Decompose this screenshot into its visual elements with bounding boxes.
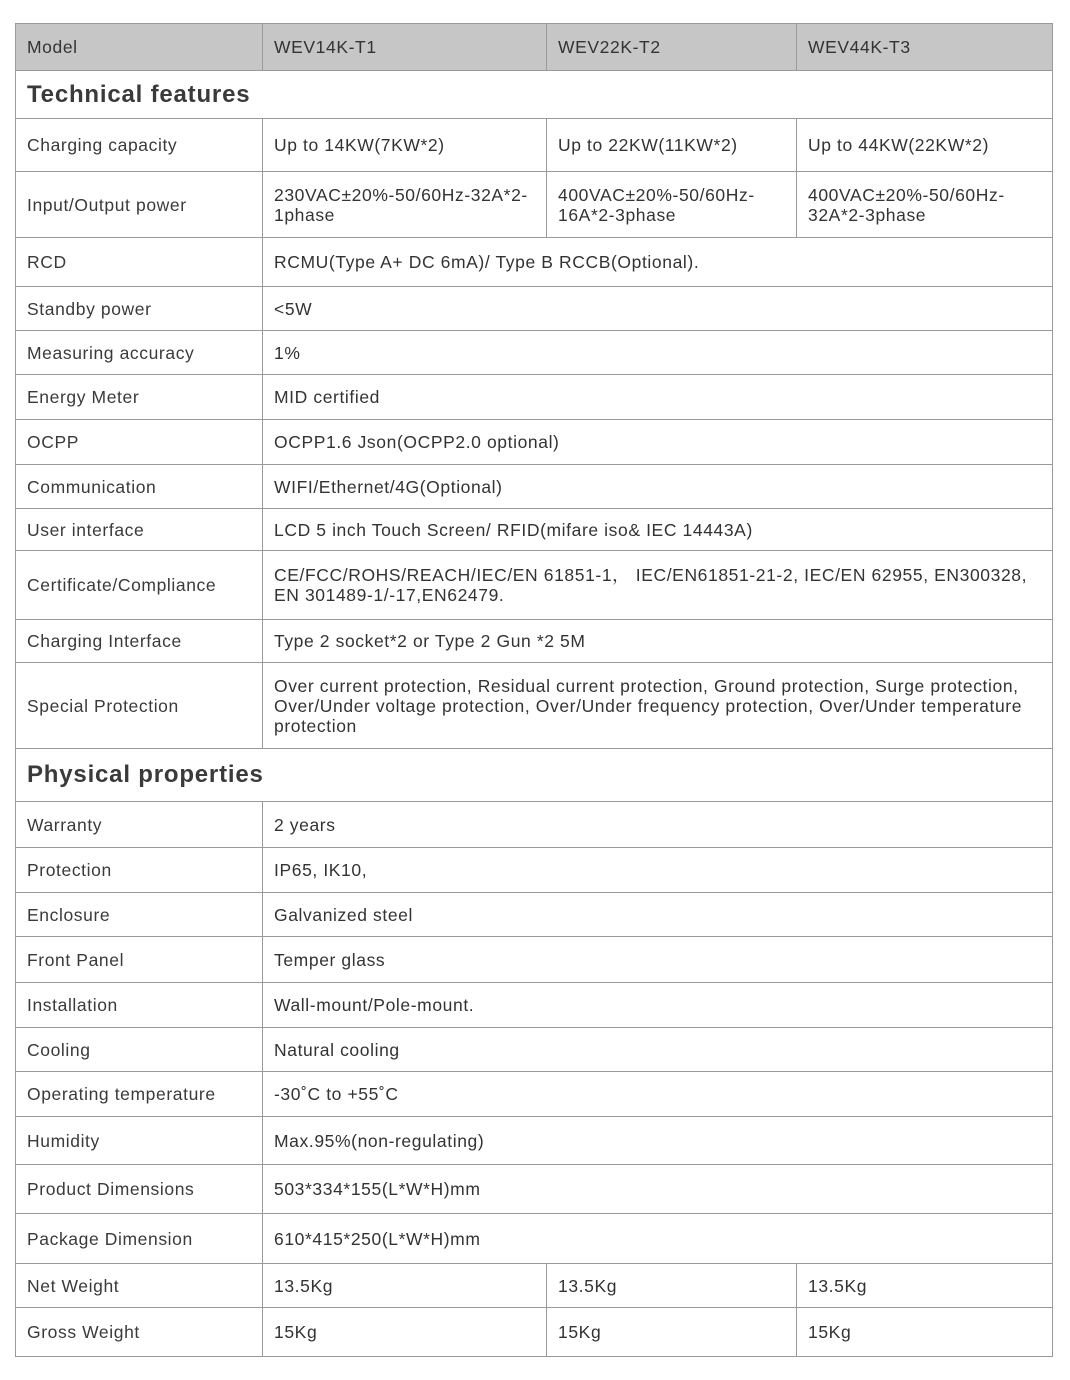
cell-value: 2 years [263, 802, 1053, 848]
row-label: Charging capacity [16, 119, 263, 172]
row-label: Cooling [16, 1028, 263, 1072]
table-row [16, 1072, 1053, 1117]
table-row [16, 802, 1053, 848]
row-label: Protection [16, 848, 263, 893]
cell-value: 15Kg [797, 1308, 1053, 1357]
section-heading-row [16, 749, 1053, 802]
cell-value: 1% [263, 331, 1053, 375]
table-row [16, 937, 1053, 983]
cell-value: 13.5Kg [547, 1264, 797, 1308]
table-row [16, 465, 1053, 509]
cell-value: Natural cooling [263, 1028, 1053, 1072]
cell-value: MID certified [263, 375, 1053, 420]
cell-value: CE/FCC/ROHS/REACH/IEC/EN 61851-1， IEC/EN61851-21-2, IEC/EN 62955, EN300328, EN 301489-1/-17,EN62479. [263, 551, 1053, 620]
cell-value: 15Kg [263, 1308, 547, 1357]
row-label: Product Dimensions [16, 1165, 263, 1214]
row-label: Installation [16, 983, 263, 1028]
row-label: Standby power [16, 287, 263, 331]
table-row [16, 893, 1053, 937]
cell-value: <5W [263, 287, 1053, 331]
row-label: OCPP [16, 420, 263, 465]
row-label: Communication [16, 465, 263, 509]
row-label: Measuring accuracy [16, 331, 263, 375]
table-row [16, 375, 1053, 420]
model-name: WEV44K-T3 [797, 24, 1053, 71]
cell-value: Up to 22KW(11KW*2) [547, 119, 797, 172]
cell-value: LCD 5 inch Touch Screen/ RFID(mifare iso& IEC 14443A) [263, 509, 1053, 551]
row-label: Certificate/Compliance [16, 551, 263, 620]
row-label: Gross Weight [16, 1308, 263, 1357]
spec-table [15, 23, 1053, 1357]
row-label: Warranty [16, 802, 263, 848]
cell-value: 13.5Kg [797, 1264, 1053, 1308]
cell-value: 400VAC±20%-50/60Hz-16A*2-3phase [547, 172, 797, 238]
table-row [16, 848, 1053, 893]
cell-value: Galvanized steel [263, 893, 1053, 937]
cell-value: 15Kg [547, 1308, 797, 1357]
cell-value: -30˚C to +55˚C [263, 1072, 1053, 1117]
table-row [16, 983, 1053, 1028]
table-row [16, 663, 1053, 749]
section-title-physical: Physical properties [16, 749, 1053, 802]
table-row [16, 620, 1053, 663]
cell-value: RCMU(Type A+ DC 6mA)/ Type B RCCB(Optional). [263, 238, 1053, 287]
cell-value: 503*334*155(L*W*H)mm [263, 1165, 1053, 1214]
table-row [16, 420, 1053, 465]
cell-value: IP65, IK10, [263, 848, 1053, 893]
section-heading-row [16, 71, 1053, 119]
row-label: Net Weight [16, 1264, 263, 1308]
row-label: Charging Interface [16, 620, 263, 663]
table-row [16, 551, 1053, 620]
cell-value: OCPP1.6 Json(OCPP2.0 optional) [263, 420, 1053, 465]
cell-value: 230VAC±20%-50/60Hz-32A*2-1phase [263, 172, 547, 238]
cell-value: 610*415*250(L*W*H)mm [263, 1214, 1053, 1264]
table-row [16, 1117, 1053, 1165]
table-row [16, 1264, 1053, 1308]
cell-value: 400VAC±20%-50/60Hz-32A*2-3phase [797, 172, 1053, 238]
table-row [16, 238, 1053, 287]
model-name: WEV22K-T2 [547, 24, 797, 71]
row-label: Special Protection [16, 663, 263, 749]
row-label: Front Panel [16, 937, 263, 983]
table-row [16, 509, 1053, 551]
row-label: Enclosure [16, 893, 263, 937]
table-row [16, 119, 1053, 172]
cell-value: Over current protection, Residual current protection, Ground protection, Surge protection, Over/Under voltage protection, Over/Under frequency protection, Over/Under temperature protection [263, 663, 1053, 749]
table-row [16, 1165, 1053, 1214]
table-row [16, 1308, 1053, 1357]
row-label: User interface [16, 509, 263, 551]
table-row [16, 172, 1053, 238]
row-label: Operating temperature [16, 1072, 263, 1117]
cell-value: Type 2 socket*2 or Type 2 Gun *2 5M [263, 620, 1053, 663]
row-label: RCD [16, 238, 263, 287]
cell-value: Temper glass [263, 937, 1053, 983]
cell-value: Max.95%(non-regulating) [263, 1117, 1053, 1165]
table-row [16, 287, 1053, 331]
model-name: WEV14K-T1 [263, 24, 547, 71]
table-row [16, 1214, 1053, 1264]
row-label: Energy Meter [16, 375, 263, 420]
cell-value: 13.5Kg [263, 1264, 547, 1308]
cell-value: Up to 44KW(22KW*2) [797, 119, 1053, 172]
table-row [16, 1028, 1053, 1072]
section-title-technical: Technical features [16, 71, 1053, 119]
row-label: Humidity [16, 1117, 263, 1165]
row-label: Input/Output power [16, 172, 263, 238]
cell-value: WIFI/Ethernet/4G(Optional) [263, 465, 1053, 509]
cell-value: Up to 14KW(7KW*2) [263, 119, 547, 172]
table-row [16, 331, 1053, 375]
row-label: Package Dimension [16, 1214, 263, 1264]
cell-value: Wall-mount/Pole-mount. [263, 983, 1053, 1028]
header-row [16, 24, 1053, 71]
model-label: Model [16, 24, 263, 71]
